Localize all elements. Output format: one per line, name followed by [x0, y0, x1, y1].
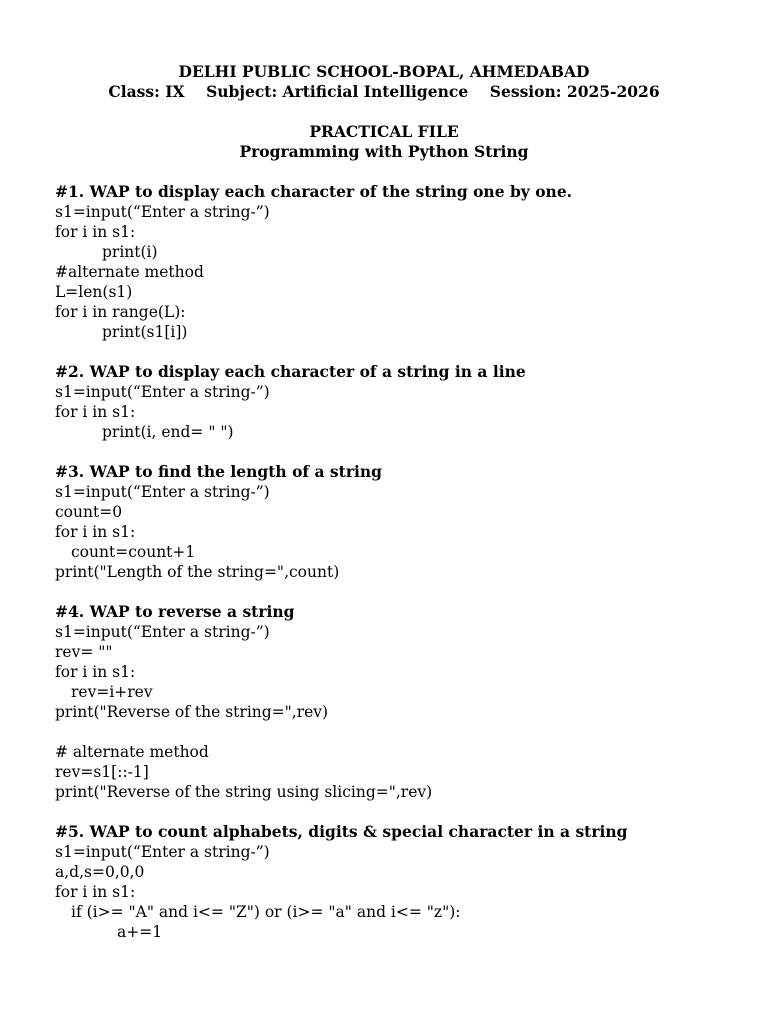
- code-line: print("Reverse of the string using slicing=",rev): [55, 783, 433, 801]
- code-line: print(i): [102, 243, 158, 261]
- program-section: [55, 362, 728, 442]
- code-line: s1=input(“Enter a string-”): [55, 383, 270, 401]
- program-heading: #2. WAP to display each character of a string in a line: [55, 362, 526, 381]
- program-section: [55, 742, 728, 802]
- code-line: s1=input(“Enter a string-”): [55, 843, 270, 861]
- code-line: for i in s1:: [55, 523, 136, 541]
- class-subject-session: Class: IX Subject: Artificial Intelligence Session: 2025-2026: [108, 82, 660, 101]
- program-list: [0, 182, 768, 942]
- program-section: [55, 602, 728, 722]
- code-line: a,d,s=0,0,0: [55, 863, 145, 881]
- code-line: s1=input(“Enter a string-”): [55, 483, 270, 501]
- code-line: # alternate method: [55, 743, 209, 761]
- program-section: [55, 822, 728, 942]
- code-line: if (i>= "A" and i<= "Z") or (i>= "a" and i<= "z"):: [71, 903, 461, 921]
- code-line: for i in s1:: [55, 223, 136, 241]
- code-line: a+=1: [117, 923, 163, 941]
- program-heading: #3. WAP to find the length of a string: [55, 462, 382, 481]
- program-heading: #4. WAP to reverse a string: [55, 602, 295, 621]
- header-spacer: [0, 102, 768, 122]
- code-line: s1=input(“Enter a string-”): [55, 623, 270, 641]
- code-line: L=len(s1): [55, 283, 133, 301]
- document-subtitle: Programming with Python String: [239, 142, 529, 161]
- code-line: print(i, end= " "): [102, 423, 234, 441]
- document-title: PRACTICAL FILE: [309, 122, 459, 141]
- code-line: for i in s1:: [55, 403, 136, 421]
- program-heading: #1. WAP to display each character of the string one by one.: [55, 182, 573, 201]
- program-section: [55, 182, 728, 342]
- code-line: rev= "": [55, 643, 113, 661]
- code-line: count=0: [55, 503, 123, 521]
- code-line: print("Length of the string=",count): [55, 563, 340, 581]
- code-line: print("Reverse of the string=",rev): [55, 703, 329, 721]
- program-heading: #5. WAP to count alphabets, digits & special character in a string: [55, 822, 628, 841]
- code-line: for i in s1:: [55, 883, 136, 901]
- code-line: s1=input(“Enter a string-”): [55, 203, 270, 221]
- code-line: count=count+1: [71, 543, 196, 561]
- code-line: #alternate method: [55, 263, 204, 281]
- code-line: rev=s1[::-1]: [55, 763, 149, 781]
- code-line: for i in s1:: [55, 663, 136, 681]
- code-line: rev=i+rev: [71, 683, 153, 701]
- school-name: DELHI PUBLIC SCHOOL-BOPAL, AHMEDABAD: [178, 62, 590, 81]
- document-header: [0, 62, 768, 162]
- code-line: print(s1[i]): [102, 323, 188, 341]
- program-section: [55, 462, 728, 582]
- code-line: for i in range(L):: [55, 303, 186, 321]
